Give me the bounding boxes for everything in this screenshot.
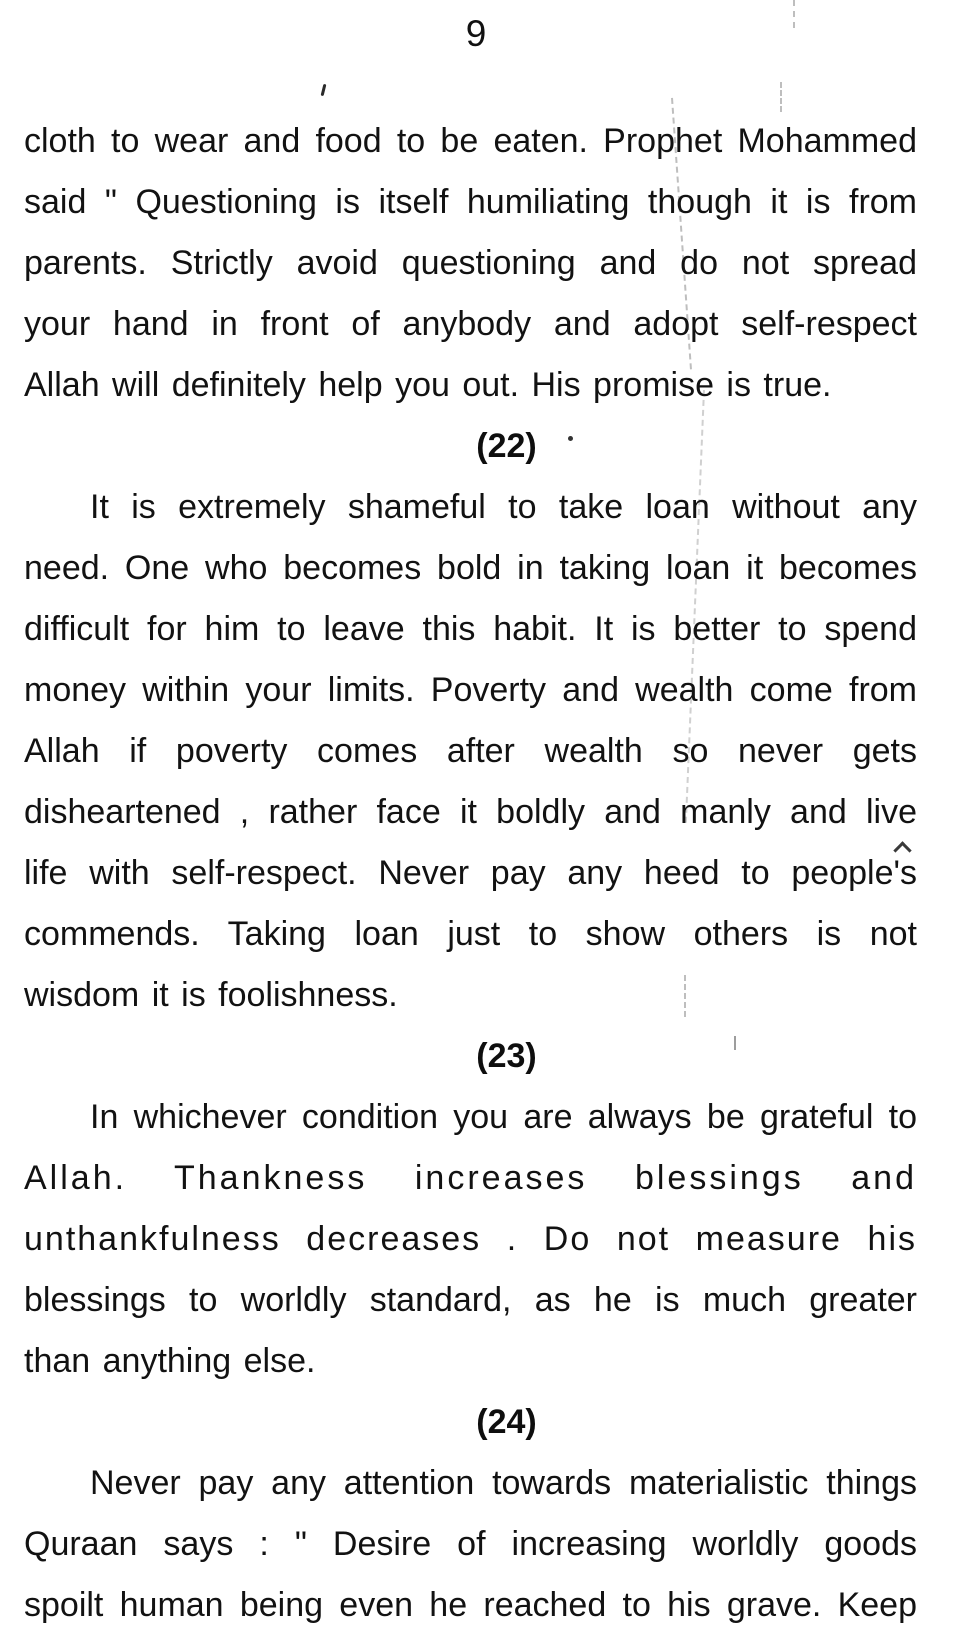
text-line: It is extremely shameful to take loan without any bbox=[90, 488, 917, 526]
text-line: Quraan says : " Desire of increasing worldly goods bbox=[24, 1525, 917, 1563]
text-line: disheartened , rather face it boldly and manly and live bbox=[24, 793, 917, 831]
section-heading: (24) bbox=[476, 1403, 537, 1441]
text-line: difficult for him to leave this habit. It is better to spend bbox=[24, 610, 917, 648]
section-heading: (22) bbox=[476, 427, 537, 465]
text-line: Never pay any attention towards materialistic things bbox=[90, 1464, 917, 1502]
text-line: Allah will definitely help you out. His promise is true. bbox=[24, 366, 832, 404]
stray-dot-mark bbox=[568, 436, 573, 441]
stray-ink-mark bbox=[321, 84, 327, 96]
text-line: life with self-respect. Never pay any heed to people's bbox=[24, 854, 917, 892]
stray-tick-mark bbox=[734, 1036, 736, 1050]
text-line: blessings to worldly standard, as he is much greater bbox=[24, 1281, 917, 1319]
scan-crease bbox=[793, 0, 795, 28]
text-line: Allah. Thankness increases blessings and bbox=[24, 1159, 917, 1197]
text-line: In whichever condition you are always be grateful to bbox=[90, 1098, 917, 1136]
text-line: said " Questioning is itself humiliating though it is from bbox=[24, 183, 917, 221]
text-line: commends. Taking loan just to show others is not bbox=[24, 915, 917, 953]
text-line: than anything else. bbox=[24, 1342, 316, 1380]
text-line: parents. Strictly avoid questioning and do not spread bbox=[24, 244, 917, 282]
text-line: wisdom it is foolishness. bbox=[24, 976, 398, 1014]
text-line: need. One who becomes bold in taking loan it becomes bbox=[24, 549, 917, 587]
text-line: money within your limits. Poverty and wealth come from bbox=[24, 671, 917, 709]
page-number: 9 bbox=[465, 13, 487, 54]
text-line: unthankfulness decreases . Do not measure his bbox=[24, 1220, 917, 1258]
scan-crease bbox=[684, 975, 686, 1017]
text-line: Allah if poverty comes after wealth so never gets bbox=[24, 732, 917, 770]
scan-crease bbox=[780, 82, 782, 112]
text-line: cloth to wear and food to be eaten. Prophet Mohammed bbox=[24, 122, 917, 160]
text-line: spoilt human being even he reached to his grave. Keep bbox=[24, 1586, 917, 1624]
page-body bbox=[24, 111, 917, 1636]
text-line: your hand in front of anybody and adopt self-respect bbox=[24, 305, 917, 343]
section-heading: (23) bbox=[476, 1037, 537, 1075]
